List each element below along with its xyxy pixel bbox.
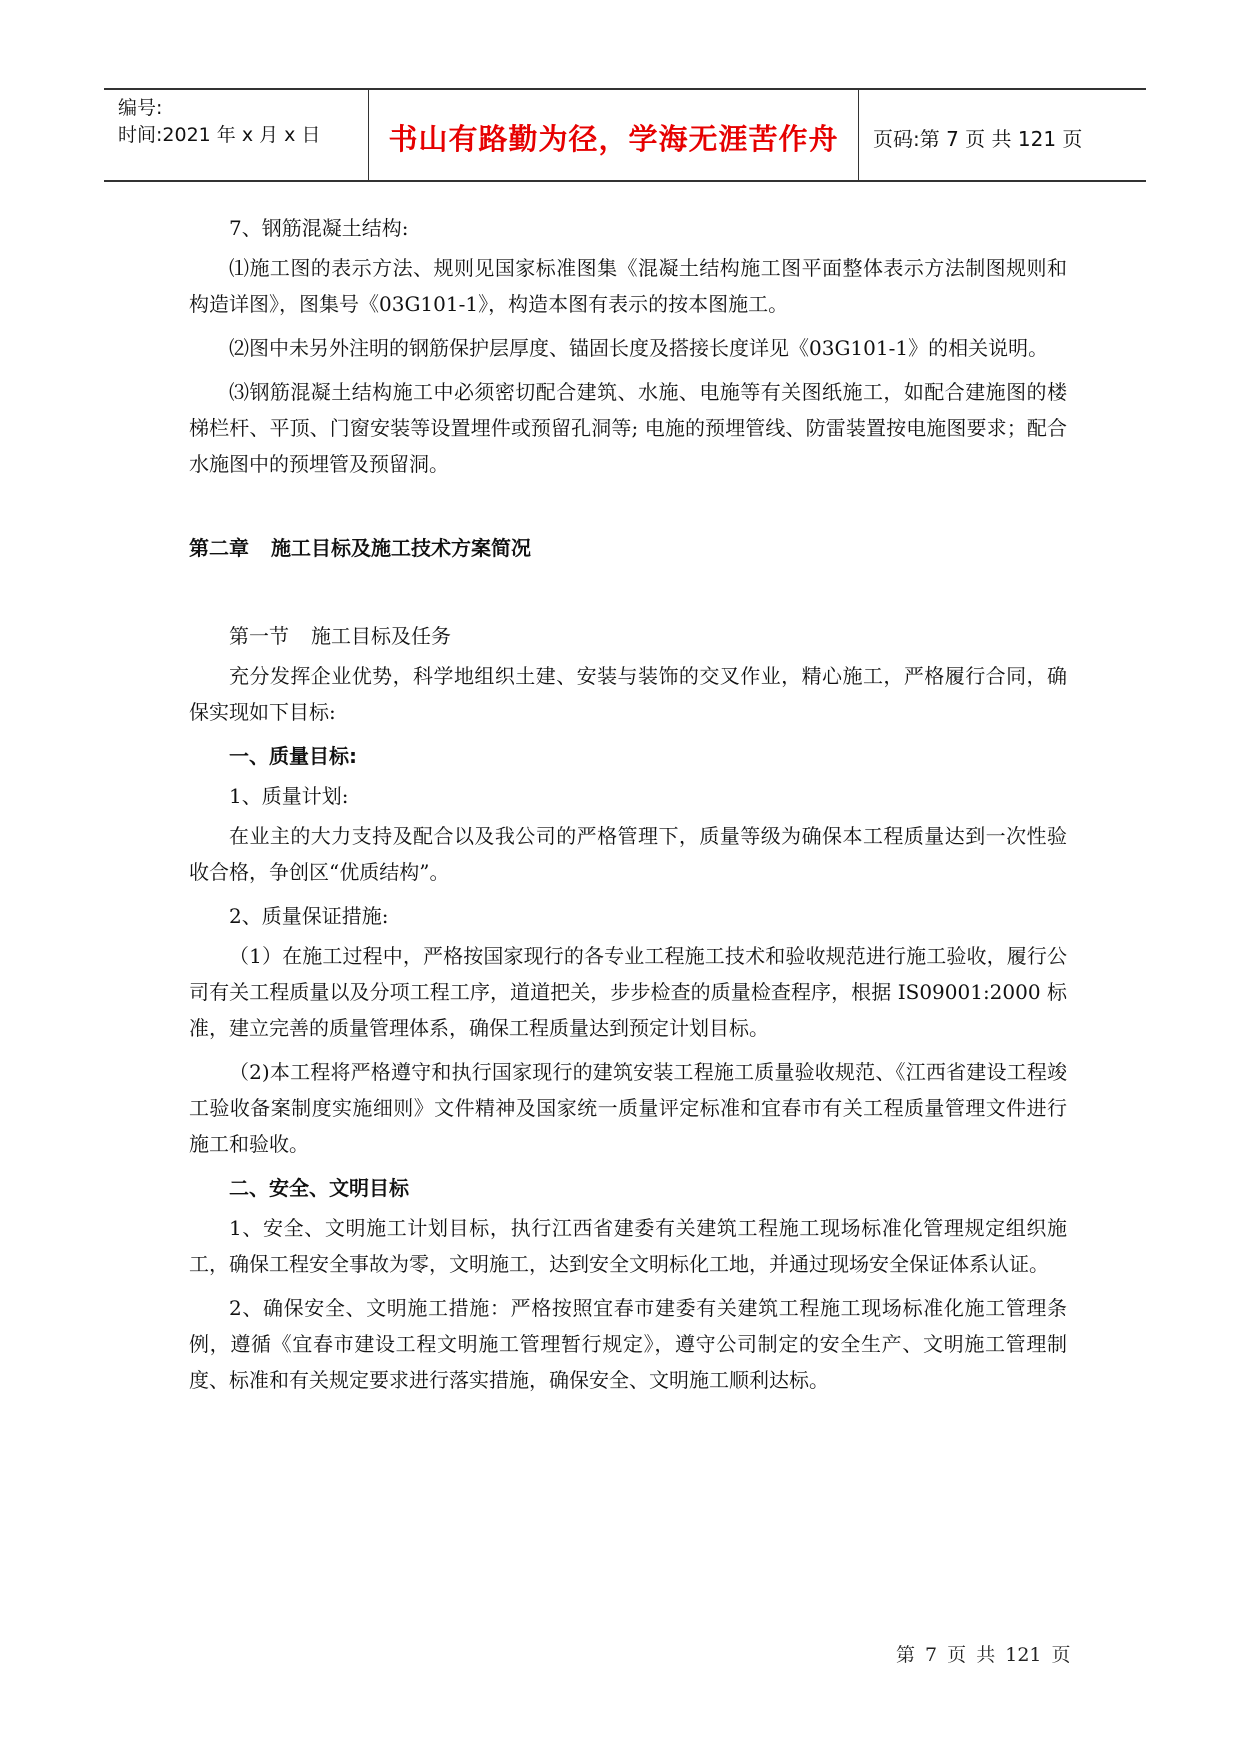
safety-heading: 二、安全、文明目标 [229,1176,409,1200]
quality-plan-paragraph: 在业主的大力支持及配合以及我公司的严格管理下，质量等级为确保本工程质量达到一次性验收合格，争创区“优质结构”。 [189,824,1067,884]
document-number: 编号: [118,97,163,119]
header-meta [104,90,369,180]
safety-paragraph-2: 2、确保安全、文明施工措施：严格按照宜春市建委有关建筑工程施工现场标准化施工管理条例，遵循《宜春市建设工程文明施工管理暂行规定》，遵守公司制定的安全生产、文明施工管理制度、标准和有关规定要求进行落实措施，确保安全、文明施工顺利达标。 [189,1296,1067,1392]
quality-measures-title: 2、质量保证措施: [229,904,389,928]
header-motto: 书山有路勤为径，学海无涯苦作舟 [369,90,859,180]
intro-paragraph: 充分发挥企业优势，科学地组织土建、安装与装饰的交叉作业，精心施工，严格履行合同，确保实现如下目标: [189,664,1067,724]
section-title: 施工目标及任务 [311,624,451,648]
page-header [104,88,1146,182]
chapter-heading [189,530,1067,566]
chapter-number: 第二章 [189,536,249,560]
quality-heading: 一、质量目标: [229,744,357,768]
section-number: 第一节 [229,624,289,648]
header-page-number: 页码:第 7 页 共 121 页 [873,126,1083,151]
item7-paragraph-3: ⑶钢筋混凝土结构施工中必须密切配合建筑、水施、电施等有关图纸施工，如配合建施图的楼梯栏杆、平顶、门窗安装等设置埋件或预留孔洞等; 电施的预埋管线、防雷装置按电施图要求；配合水施图中的预埋管及预留洞。 [189,380,1067,476]
safety-paragraph-1: 1、安全、文明施工计划目标，执行江西省建委有关建筑工程施工现场标准化管理规定组织施工，确保工程安全事故为零，文明施工，达到安全文明标化工地，并通过现场安全保证体系认证。 [189,1216,1067,1276]
item7-paragraph-2: ⑵图中未另外注明的钢筋保护层厚度、锚固长度及搭接长度详见《03G101-1》的相关说明。 [229,336,1049,360]
quality-measure-2: （2)本工程将严格遵守和执行国家现行的建筑安装工程施工质量验收规范、《江西省建设工程竣工验收备案制度实施细则》文件精神及国家统一质量评定标准和宜春市有关工程质量管理文件进行施工和验收。 [189,1060,1067,1156]
page-footer: 第 7 页 共 121 页 [896,1644,1071,1666]
section-heading [189,618,1067,654]
chapter-title: 施工目标及施工技术方案简况 [271,536,531,560]
item7-title: 7、钢筋混凝土结构: [229,216,409,240]
quality-measure-1: （1）在施工过程中，严格按国家现行的各专业工程施工技术和验收规范进行施工验收，履行公司有关工程质量以及分项工程工序，道道把关，步步检查的质量检查程序，根据 IS09001:2000 标准，建立完善的质量管理体系，确保工程质量达到预定计划目标。 [189,944,1067,1040]
document-body [189,210,1067,1406]
quality-plan-title: 1、质量计划: [229,784,349,808]
item7-paragraph-1: ⑴施工图的表示方法、规则见国家标准图集《混凝土结构施工图平面整体表示方法制图规则和构造详图》，图集号《03G101-1》，构造本图有表示的按本图施工。 [189,256,1067,316]
document-date: 时间:2021 年 x 月 x 日 [118,124,321,146]
